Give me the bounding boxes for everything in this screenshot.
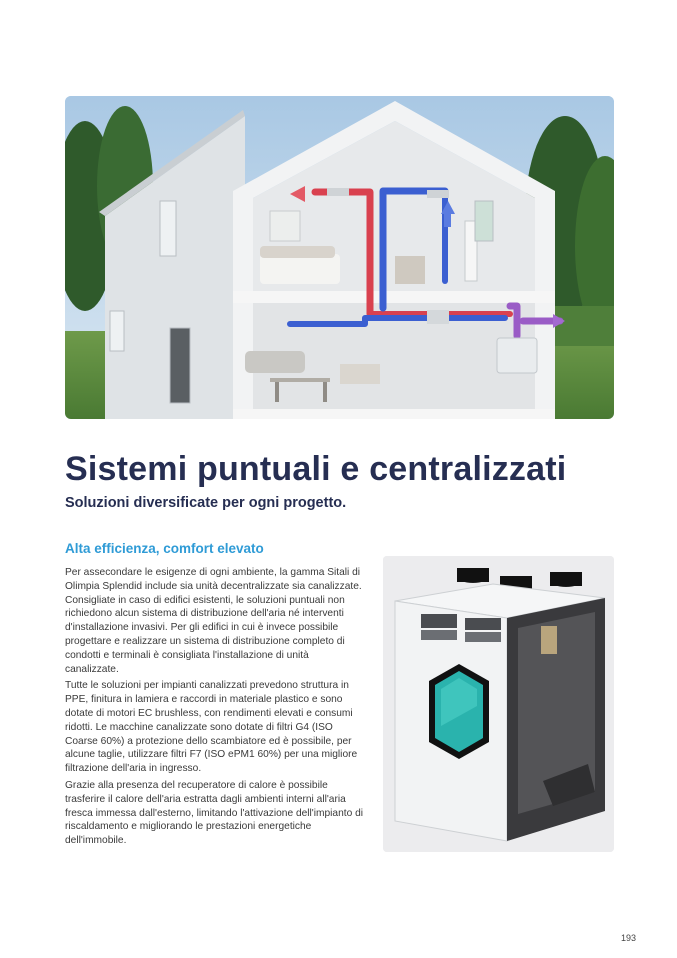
page-number: 193 <box>620 933 636 943</box>
hero-image <box>65 96 614 419</box>
section-heading: Alta efficienza, comfort elevato <box>65 541 264 556</box>
house-ventilation-illustration <box>65 96 614 419</box>
page-title: Sistemi puntuali e centralizzati <box>65 450 567 488</box>
paragraph: Per assecondare le esigenze di ogni ambiente, la gamma Sitali di Olimpia Splendid include sia unità decentralizzate sia canalizzate. Consigliate in caso di edifici esistenti, le soluzioni puntuali non richiedono alcun sistema di distribuzione dell'aria né interventi d'installazione invasivi. Per gli edifici in cui è invece possibile progettare e realizzare un sistema di distribuzione completo di condotti e terminali è consigliata l'installazione di unità canalizzate. <box>65 567 362 675</box>
heat-recovery-unit-illustration <box>383 556 614 852</box>
section-body <box>65 566 365 851</box>
product-image <box>383 556 614 852</box>
paragraph: Grazie alla presenza del recuperatore di calore è possibile trasferire il calore dell'aria estratta dagli ambienti interni all'aria fresca immessa dall'esterno, limitando l'attivazione dell'impianto di riscaldamento e migliorando le prestazioni energetiche dell'immobile. <box>65 779 364 847</box>
page-subtitle: Soluzioni diversificate per ogni progetto. <box>65 495 347 511</box>
paragraph: Tutte le soluzioni per impianti canalizzati prevedono struttura in PPE, finitura in lamiera e raccordi in materiale plastico e sono dotate di motori EC brushless, con rendimenti elevati e consumi ridotti. Le macchine canalizzate sono dotate di filtri G4 (ISO Coarse 60%) a protezione dello scambiatore ed è possibile, per alcune taglie, utilizzare filtri F7 (ISO ePM1 60%) per una migliore filtrazione dell'aria in ingresso. <box>65 680 358 775</box>
